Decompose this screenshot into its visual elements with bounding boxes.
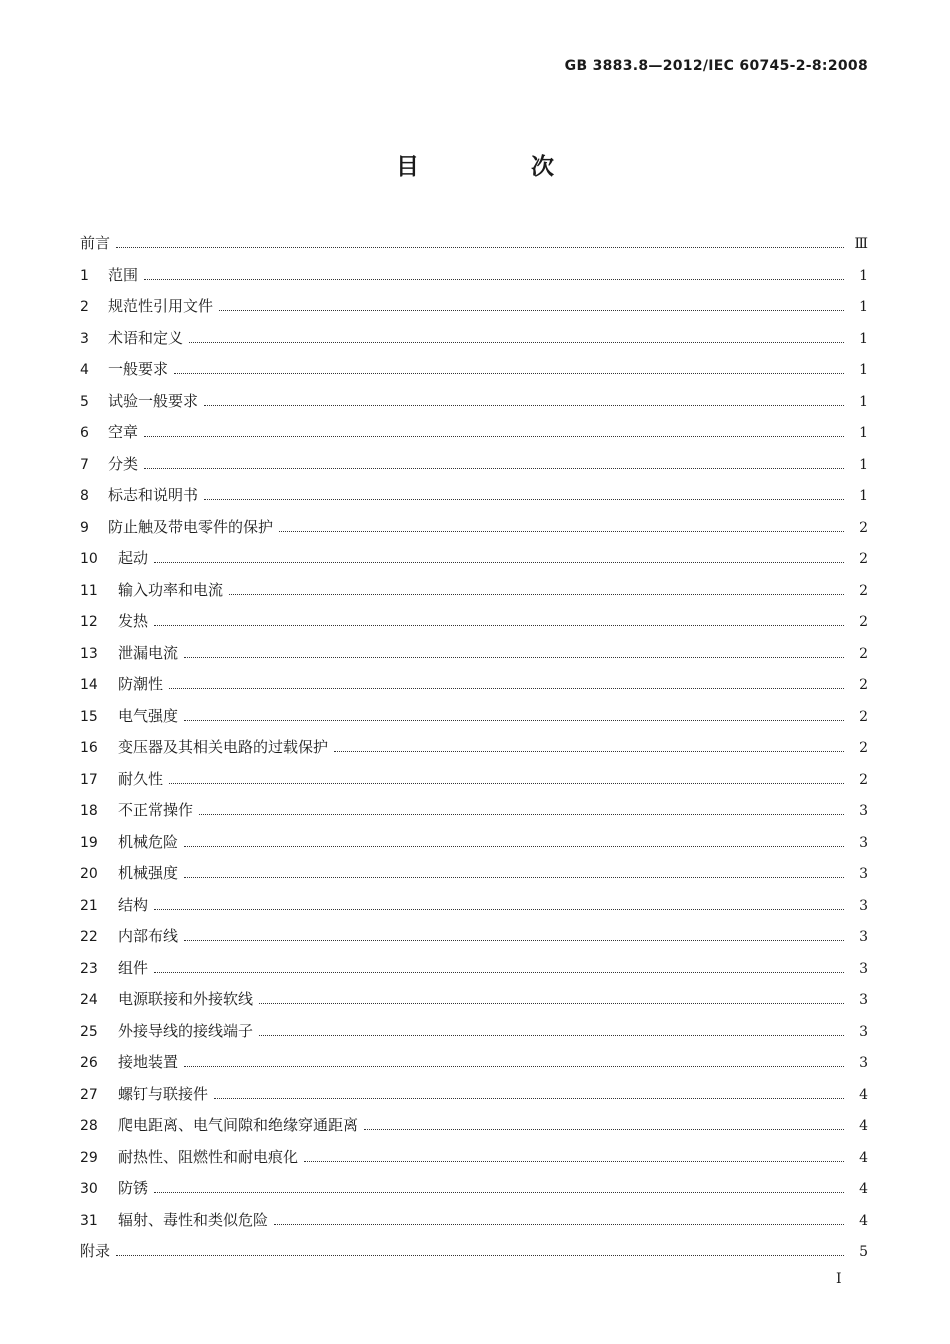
dot-leader — [204, 497, 844, 500]
dot-leader — [279, 529, 844, 532]
dot-leader — [259, 1033, 844, 1036]
dot-leader — [259, 1001, 844, 1004]
toc-entry-page: 3 — [859, 1055, 868, 1071]
toc-entry-label: 起动 — [118, 549, 149, 567]
page-title: 目 次 — [395, 153, 606, 180]
dot-leader — [274, 1222, 844, 1225]
toc-entry-label: 泄漏电流 — [118, 643, 179, 662]
toc-entry-number: 25 — [80, 1023, 98, 1040]
toc-entry-label: 接地装置 — [118, 1053, 179, 1071]
toc-entry-page: 1 — [859, 393, 868, 410]
toc-entry-label: 内部布线 — [118, 927, 179, 945]
toc-entry[interactable] — [80, 1236, 868, 1268]
toc-entry[interactable] — [80, 606, 868, 638]
toc-entry-page: 3 — [859, 897, 868, 914]
dot-leader — [184, 718, 844, 721]
toc-entry-page: 1 — [859, 362, 868, 378]
dot-leader — [169, 781, 844, 784]
toc-entry-page: 1 — [859, 330, 868, 347]
toc-entry-number: 14 — [80, 677, 98, 693]
toc-entry-page: 2 — [859, 708, 868, 725]
toc-entry-number: 11 — [80, 582, 98, 599]
dot-leader — [154, 623, 844, 626]
toc-entry-label: 术语和定义 — [108, 328, 184, 347]
toc-entry-number: 9 — [80, 519, 89, 536]
toc-entry-page: 4 — [859, 1149, 868, 1166]
toc-entry[interactable] — [80, 480, 868, 512]
toc-entry[interactable] — [80, 638, 868, 670]
toc-entry-label: 组件 — [118, 958, 149, 977]
toc-entry-page: 4 — [859, 1086, 868, 1103]
toc-entry[interactable] — [80, 228, 868, 260]
toc-entry-page: 4 — [859, 1212, 868, 1229]
toc-entry-label: 螺钉与联接件 — [118, 1084, 209, 1103]
toc-entry-page: 1 — [859, 299, 868, 315]
toc-entry-page: 2 — [859, 771, 868, 788]
toc-entry-label: 电气强度 — [118, 706, 179, 725]
toc-entry-page: 2 — [859, 677, 868, 693]
toc-entry-number: 20 — [80, 866, 98, 882]
dot-leader — [144, 466, 844, 469]
dot-leader — [154, 907, 844, 910]
dot-leader — [199, 812, 844, 815]
toc-entry[interactable] — [80, 858, 868, 890]
toc-entry-number: 23 — [80, 960, 98, 977]
toc-entry-page: 3 — [859, 929, 868, 945]
dot-leader — [154, 1190, 844, 1193]
toc-entry[interactable] — [80, 1142, 868, 1174]
toc-entry-page: 2 — [859, 519, 868, 536]
standard-number-header: GB 3883.8—2012/IEC 60745-2-8:2008 — [564, 58, 868, 74]
toc-entry-page: 3 — [859, 803, 868, 819]
toc-entry-number: 8 — [80, 488, 89, 504]
toc-entry-page: 3 — [859, 992, 868, 1008]
toc-entry-number: 1 — [80, 267, 89, 284]
toc-entry[interactable] — [80, 1047, 868, 1079]
toc-entry[interactable] — [80, 354, 868, 386]
toc-entry[interactable] — [80, 543, 868, 575]
dot-leader — [219, 308, 844, 311]
toc-entry-number: 16 — [80, 740, 98, 756]
toc-entry[interactable] — [80, 512, 868, 544]
toc-entry-number: 26 — [80, 1055, 98, 1071]
toc-entry-number: 6 — [80, 425, 89, 441]
toc-entry-page: 2 — [859, 551, 868, 567]
dot-leader — [184, 875, 844, 878]
toc-entry-label: 不正常操作 — [118, 801, 194, 819]
toc-entry-number: 28 — [80, 1118, 98, 1134]
toc-entry-number: 30 — [80, 1181, 98, 1197]
toc-entry-page: Ⅲ — [854, 236, 868, 252]
dot-leader — [229, 592, 844, 595]
toc-entry[interactable] — [80, 449, 868, 481]
page-number: I — [836, 1271, 842, 1287]
toc-entry-number: 7 — [80, 456, 89, 473]
toc-entry[interactable] — [80, 260, 868, 292]
toc-entry[interactable] — [80, 732, 868, 764]
toc-entry-label: 一般要求 — [108, 360, 169, 378]
dot-leader — [184, 1064, 844, 1067]
toc-entry-label: 前言 — [80, 234, 111, 252]
toc-entry-number: 21 — [80, 897, 98, 914]
toc-entry[interactable] — [80, 386, 868, 418]
toc-entry-label: 试验一般要求 — [108, 391, 199, 410]
dot-leader — [154, 970, 844, 973]
toc-entry-number: 5 — [80, 393, 89, 410]
toc-entry-page: 2 — [859, 614, 868, 630]
toc-entry-page: 3 — [859, 960, 868, 977]
toc-entry[interactable] — [80, 795, 868, 827]
toc-entry-page: 2 — [859, 582, 868, 599]
toc-entry[interactable] — [80, 921, 868, 953]
toc-entry-number: 13 — [80, 645, 98, 662]
toc-entry-page: 2 — [859, 645, 868, 662]
toc-entry-label: 输入功率和电流 — [118, 580, 224, 599]
dot-leader — [204, 403, 844, 406]
dot-leader — [364, 1127, 844, 1130]
toc-entry-page: 3 — [859, 834, 868, 851]
toc-entry-label: 机械危险 — [118, 832, 179, 851]
toc-entry[interactable] — [80, 827, 868, 859]
toc-entry-label: 防锈 — [118, 1179, 149, 1197]
toc-entry-label: 变压器及其相关电路的过载保护 — [118, 738, 329, 756]
toc-entry-label: 爬电距离、电气间隙和绝缘穿通距离 — [118, 1116, 359, 1134]
toc-entry-page: 1 — [859, 267, 868, 284]
toc-entry-page: 1 — [859, 488, 868, 504]
toc-entry[interactable] — [80, 1016, 868, 1048]
dot-leader — [144, 434, 844, 437]
toc-entry-number: 3 — [80, 330, 89, 347]
toc-entry-number: 10 — [80, 551, 98, 567]
toc-entry[interactable] — [80, 984, 868, 1016]
toc-entry[interactable] — [80, 890, 868, 922]
dot-leader — [214, 1096, 844, 1099]
dot-leader — [174, 371, 844, 374]
dot-leader — [184, 844, 844, 847]
toc-entry-page: 3 — [859, 1023, 868, 1040]
toc-entry[interactable] — [80, 417, 868, 449]
dot-leader — [304, 1159, 844, 1162]
toc-entry-label: 耐热性、阻燃性和耐电痕化 — [118, 1147, 299, 1166]
toc-entry[interactable] — [80, 1110, 868, 1142]
toc-entry[interactable] — [80, 669, 868, 701]
toc-entry-page: 1 — [859, 425, 868, 441]
toc-entry-number: 19 — [80, 834, 98, 851]
toc-entry-number: 4 — [80, 362, 89, 378]
toc-entry[interactable] — [80, 764, 868, 796]
toc-entry[interactable] — [80, 575, 868, 607]
toc-entry-label: 结构 — [118, 895, 149, 914]
toc-entry-number: 18 — [80, 803, 98, 819]
toc-entry[interactable] — [80, 323, 868, 355]
toc-entry-label: 发热 — [118, 612, 149, 630]
toc-entry[interactable] — [80, 701, 868, 733]
toc-entry-label: 电源联接和外接软线 — [118, 990, 254, 1008]
toc-entry-number: 27 — [80, 1086, 98, 1103]
toc-entry-label: 标志和说明书 — [108, 486, 199, 504]
toc-entry-number: 22 — [80, 929, 98, 945]
toc-entry-label: 耐久性 — [118, 769, 164, 788]
toc-entry-number: 29 — [80, 1149, 98, 1166]
toc-entry-label: 防潮性 — [118, 675, 164, 693]
toc-entry-page: 1 — [859, 456, 868, 473]
dot-leader — [154, 560, 844, 563]
toc-entry[interactable] — [80, 1173, 868, 1205]
toc-entry-number: 2 — [80, 299, 89, 315]
toc-entry[interactable] — [80, 1079, 868, 1111]
toc-entry-page: 4 — [859, 1181, 868, 1197]
toc-entry-page: 3 — [859, 866, 868, 882]
toc-entry-number: 15 — [80, 708, 98, 725]
toc-entry[interactable] — [80, 953, 868, 985]
toc-entry-label: 机械强度 — [118, 864, 179, 882]
dot-leader — [144, 277, 844, 280]
toc-entry-label: 分类 — [108, 454, 139, 473]
toc-entry-page: 4 — [859, 1118, 868, 1134]
toc-entry-number: 31 — [80, 1212, 98, 1229]
toc-entry-number: 24 — [80, 992, 98, 1008]
toc-entry-label: 空章 — [108, 423, 139, 441]
toc-entry-page: 2 — [859, 740, 868, 756]
toc-entry-page: 5 — [859, 1244, 868, 1260]
toc-entry-label: 防止触及带电零件的保护 — [108, 517, 274, 536]
dot-leader — [116, 1253, 844, 1256]
toc-entry-label: 外接导线的接线端子 — [118, 1021, 254, 1040]
toc-entry[interactable] — [80, 1205, 868, 1237]
table-of-contents — [80, 228, 868, 1268]
dot-leader — [184, 655, 844, 658]
dot-leader — [169, 686, 844, 689]
toc-entry-label: 辐射、毒性和类似危险 — [118, 1210, 269, 1229]
toc-entry-label: 规范性引用文件 — [108, 297, 214, 315]
toc-entry[interactable] — [80, 291, 868, 323]
dot-leader — [189, 340, 844, 343]
toc-entry-number: 17 — [80, 771, 98, 788]
toc-entry-label: 范围 — [108, 265, 139, 284]
dot-leader — [116, 245, 844, 248]
toc-entry-number: 12 — [80, 614, 98, 630]
dot-leader — [334, 749, 844, 752]
toc-entry-label: 附录 — [80, 1242, 111, 1260]
dot-leader — [184, 938, 844, 941]
